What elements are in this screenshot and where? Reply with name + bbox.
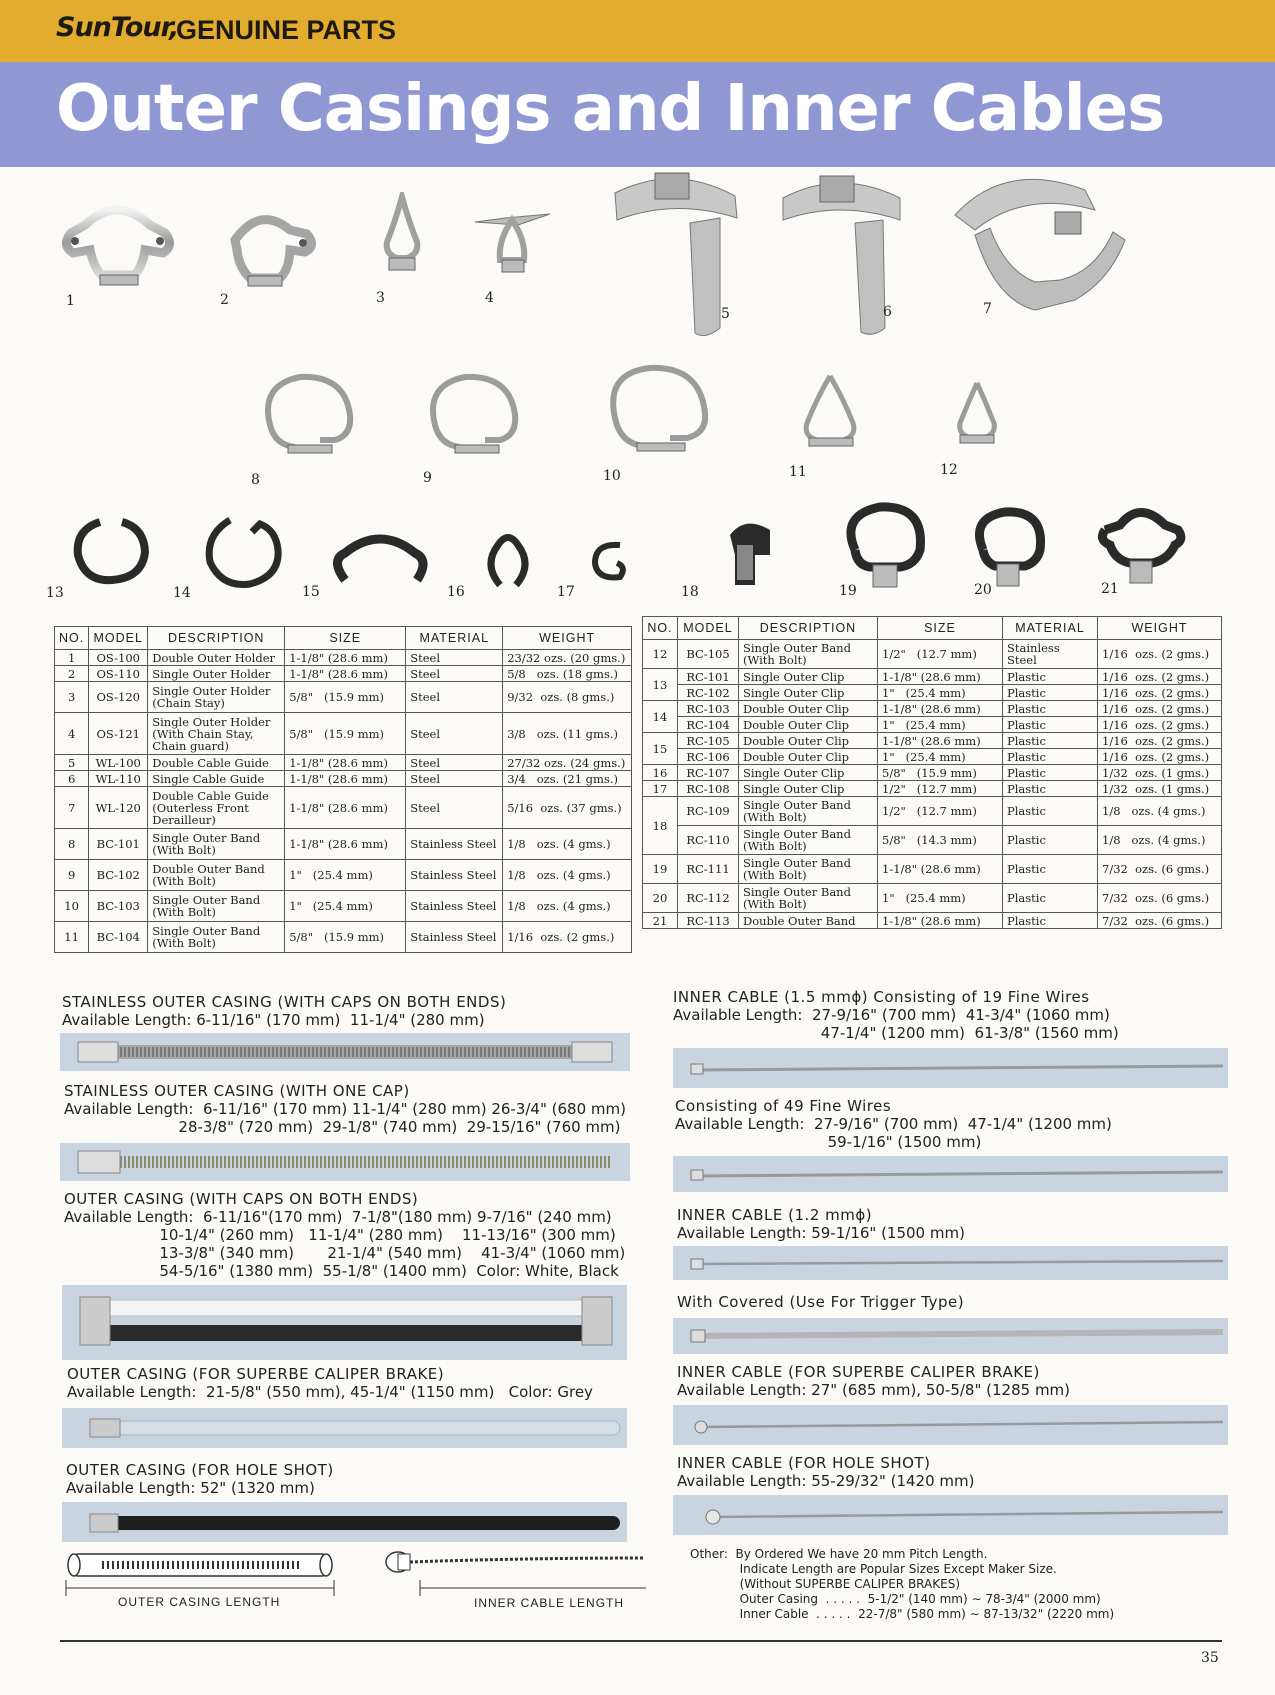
column-header: WEIGHT <box>503 627 632 650</box>
cell-size: 1-1/8" (28.6 mm) <box>285 771 406 787</box>
cell-model: BC-105 <box>678 640 739 669</box>
table-row <box>643 749 1222 765</box>
cell-desc: Single Outer Clip <box>739 685 878 701</box>
cell-mat: Plastic <box>1003 797 1098 826</box>
cell-no: 4 <box>55 713 89 755</box>
part-number-2: 2 <box>220 292 229 308</box>
cell-desc: Single Outer Band (With Bolt) <box>739 640 878 669</box>
cell-size: 1-1/8" (28.6 mm) <box>285 666 406 682</box>
section-lengths: Available Length: 27-9/16" (700 mm) 47-1/4" (1200 mm) 59-1/16" (1500 mm) <box>675 1115 1112 1151</box>
cell-size: 1" (25.4 mm) <box>878 884 1003 913</box>
cell-desc: Double Cable Guide <box>148 755 285 771</box>
section-lengths: Available Length: 52" (1320 mm) <box>66 1479 315 1497</box>
cell-size: 5/8" (14.3 mm) <box>878 826 1003 855</box>
cable-section-5 <box>677 1363 1070 1399</box>
cell-mat: Stainless Steel <box>406 922 503 953</box>
section-title: STAINLESS OUTER CASING (WITH ONE CAP) <box>64 1082 410 1100</box>
part-image-16 <box>478 525 538 595</box>
cell-desc: Single Outer Holder (With Chain Stay, Chain guard) <box>148 713 285 755</box>
part-number-15: 15 <box>302 584 320 600</box>
part-image-18 <box>715 515 780 595</box>
cell-desc: Single Cable Guide <box>148 771 285 787</box>
cell-mat: Steel <box>406 666 503 682</box>
cell-model: RC-107 <box>678 765 739 781</box>
cell-mat: Stainless Steel <box>1003 640 1098 669</box>
part-image-7 <box>935 160 1140 340</box>
part-image-4 <box>470 200 555 290</box>
cell-mat: Steel <box>406 713 503 755</box>
column-header: MODEL <box>678 617 739 640</box>
cell-wt: 1/16 ozs. (2 gms.) <box>1098 701 1222 717</box>
cell-desc: Double Outer Clip <box>739 733 878 749</box>
cell-mat: Stainless Steel <box>406 829 503 860</box>
cell-desc: Double Outer Band (With Bolt) <box>148 860 285 891</box>
column-header: WEIGHT <box>1098 617 1222 640</box>
part-number-5: 5 <box>721 306 730 322</box>
table-row <box>643 913 1222 929</box>
section-lengths: Available Length: 59-1/16" (1500 mm) <box>677 1224 965 1242</box>
cell-desc: Double Outer Band <box>739 913 878 929</box>
column-header: DESCRIPTION <box>739 617 878 640</box>
casing-section-4 <box>67 1365 593 1401</box>
cell-mat: Plastic <box>1003 855 1098 884</box>
cell-wt: 27/32 ozs. (24 gms.) <box>503 755 632 771</box>
column-header: MATERIAL <box>1003 617 1098 640</box>
cell-size: 5/8" (15.9 mm) <box>878 765 1003 781</box>
cell-mat: Plastic <box>1003 826 1098 855</box>
cell-wt: 1/8 ozs. (4 gms.) <box>503 891 632 922</box>
cell-model: WL-110 <box>89 771 148 787</box>
table-row <box>643 640 1222 669</box>
part-number-12: 12 <box>940 462 958 478</box>
cell-desc: Single Outer Holder (Chain Stay) <box>148 682 285 713</box>
cell-model: RC-109 <box>678 797 739 826</box>
section-title: INNER CABLE (1.2 mmϕ) <box>677 1206 873 1224</box>
table-row <box>643 855 1222 884</box>
part-image-1 <box>55 195 180 305</box>
section-title: OUTER CASING (WITH CAPS ON BOTH ENDS) <box>64 1190 419 1208</box>
table-row <box>55 922 632 953</box>
cell-model: RC-111 <box>678 855 739 884</box>
cell-no: 6 <box>55 771 89 787</box>
cell-desc: Single Outer Band (With Bolt) <box>739 855 878 884</box>
spec-table-right <box>642 616 1222 929</box>
section-title: INNER CABLE (FOR HOLE SHOT) <box>677 1454 931 1472</box>
cable-section-6 <box>677 1454 975 1490</box>
section-lengths: Available Length: 6-11/16" (170 mm) 11-1/4" (280 mm) 26-3/4" (680 mm) 28-3/8" (720 mm) 29-1/8" (740 mm) 29-15/16" (760 mm) <box>64 1100 626 1136</box>
brand-logo: SunTour, <box>56 12 179 43</box>
part-image-19 <box>835 495 930 595</box>
table-row <box>55 860 632 891</box>
part-image-3 <box>375 192 430 287</box>
cell-no: 3 <box>55 682 89 713</box>
cell-desc: Single Outer Band (With Bolt) <box>148 891 285 922</box>
table-row <box>643 733 1222 749</box>
part-image-10 <box>595 358 720 478</box>
part-image-2 <box>215 200 325 300</box>
cell-desc: Single Outer Clip <box>739 781 878 797</box>
cell-mat: Steel <box>406 771 503 787</box>
part-number-14: 14 <box>173 585 191 601</box>
cell-no: 15 <box>643 733 678 765</box>
cell-wt: 7/32 ozs. (6 gms.) <box>1098 855 1222 884</box>
cell-no: 7 <box>55 787 89 829</box>
cable-photo-1 <box>673 1048 1228 1088</box>
cell-no: 12 <box>643 640 678 669</box>
cell-mat: Steel <box>406 787 503 829</box>
cell-model: OS-121 <box>89 713 148 755</box>
section-title: With Covered (Use For Trigger Type) <box>677 1293 965 1311</box>
cell-wt: 1/16 ozs. (2 gms.) <box>1098 749 1222 765</box>
cable-photo-5 <box>673 1405 1228 1445</box>
cell-size: 1-1/8" (28.6 mm) <box>878 701 1003 717</box>
cell-model: RC-113 <box>678 913 739 929</box>
casing-photo-2 <box>60 1143 630 1181</box>
section-lengths: Available Length: 27-9/16" (700 mm) 41-3/4" (1060 mm) 47-1/4" (1200 mm) 61-3/8" (1560 mm) <box>673 1006 1119 1042</box>
cell-mat: Steel <box>406 755 503 771</box>
cell-size: 1" (25.4 mm) <box>285 860 406 891</box>
part-number-10: 10 <box>603 468 621 484</box>
cell-model: RC-106 <box>678 749 739 765</box>
cell-size: 1-1/8" (28.6 mm) <box>878 733 1003 749</box>
section-lengths: Available Length: 55-29/32" (1420 mm) <box>677 1472 975 1490</box>
part-number-9: 9 <box>423 470 432 486</box>
cell-mat: Plastic <box>1003 913 1098 929</box>
column-header: MATERIAL <box>406 627 503 650</box>
section-title: STAINLESS OUTER CASING (WITH CAPS ON BOTH ENDS) <box>62 993 507 1011</box>
cell-mat: Plastic <box>1003 701 1098 717</box>
part-number-1: 1 <box>66 293 75 309</box>
cell-desc: Double Outer Clip <box>739 749 878 765</box>
other-notes: Other: By Ordered We have 20 mm Pitch Length. Indicate Length are Popular Sizes Except Maker Size. (Without SUPERBE CALIPER BRAKES) Outer Casing . . . . . 5-1/2" (140 mm) ∼ 78-3/4" (2000 mm) Inner Cable . . . . . 22-7/8" (580 mm) ∼ 87-13/32" (2220 mm) <box>690 1547 1115 1621</box>
casing-section-2 <box>64 1082 626 1136</box>
part-image-6 <box>775 168 915 343</box>
cell-size: 1-1/8" (28.6 mm) <box>285 787 406 829</box>
cell-no: 9 <box>55 860 89 891</box>
cell-desc: Double Outer Clip <box>739 701 878 717</box>
cell-wt: 7/32 ozs. (6 gms.) <box>1098 884 1222 913</box>
column-header: SIZE <box>878 617 1003 640</box>
part-number-8: 8 <box>251 472 260 488</box>
cable-section-2 <box>675 1097 1112 1151</box>
cell-no: 17 <box>643 781 678 797</box>
inner-cable-length-label: INNER CABLE LENGTH <box>474 1596 625 1610</box>
cell-no: 8 <box>55 829 89 860</box>
part-image-9 <box>415 365 530 480</box>
cell-desc: Single Outer Clip <box>739 765 878 781</box>
cell-desc: Single Outer Band (With Bolt) <box>148 829 285 860</box>
section-lengths: Available Length: 6-11/16"(170 mm) 7-1/8"(180 mm) 9-7/16" (240 mm) 10-1/4" (260 mm) 11-1/4" (280 mm) 11-13/16" (300 mm) 13-3/8" (340 mm) 21-1/4" (540 mm) 41-3/4" (1060 mm) 54-5/16" (1380 mm) 55-1/8" (1400 mm) Color: White, Black <box>64 1208 626 1280</box>
cell-mat: Plastic <box>1003 669 1098 685</box>
part-number-17: 17 <box>557 584 575 600</box>
cell-size: 5/8" (15.9 mm) <box>285 713 406 755</box>
cell-wt: 7/32 ozs. (6 gms.) <box>1098 913 1222 929</box>
cell-no: 10 <box>55 891 89 922</box>
cell-mat: Plastic <box>1003 781 1098 797</box>
cell-no: 1 <box>55 650 89 666</box>
cell-size: 1" (25.4 mm) <box>878 717 1003 733</box>
cell-no: 18 <box>643 797 678 855</box>
cable-photo-4 <box>673 1318 1228 1354</box>
cell-model: WL-120 <box>89 787 148 829</box>
cell-mat: Stainless Steel <box>406 891 503 922</box>
column-header: NO. <box>55 627 89 650</box>
section-lengths: Available Length: 21-5/8" (550 mm), 45-1/4" (1150 mm) Color: Grey <box>67 1383 593 1401</box>
section-title: Consisting of 49 Fine Wires <box>675 1097 892 1115</box>
part-number-6: 6 <box>883 304 892 320</box>
part-image-13 <box>70 510 155 590</box>
cell-mat: Steel <box>406 650 503 666</box>
cell-mat: Plastic <box>1003 765 1098 781</box>
part-number-19: 19 <box>839 583 857 599</box>
cell-wt: 1/16 ozs. (2 gms.) <box>1098 717 1222 733</box>
cell-size: 1/2" (12.7 mm) <box>878 640 1003 669</box>
cell-model: BC-102 <box>89 860 148 891</box>
cell-desc: Double Outer Holder <box>148 650 285 666</box>
cell-size: 1" (25.4 mm) <box>878 749 1003 765</box>
cell-no: 16 <box>643 765 678 781</box>
cell-desc: Single Outer Band (With Bolt) <box>739 826 878 855</box>
cell-model: RC-104 <box>678 717 739 733</box>
table-row <box>643 781 1222 797</box>
part-number-13: 13 <box>46 585 64 601</box>
cell-mat: Stainless Steel <box>406 860 503 891</box>
footer-rule <box>60 1640 1222 1642</box>
cell-desc: Single Outer Band (With Bolt) <box>148 922 285 953</box>
cell-model: RC-103 <box>678 701 739 717</box>
part-image-15 <box>325 525 435 595</box>
cell-wt: 1/8 ozs. (4 gms.) <box>1098 797 1222 826</box>
table-row <box>643 669 1222 685</box>
cell-model: BC-101 <box>89 829 148 860</box>
cell-desc: Single Outer Band (With Bolt) <box>739 797 878 826</box>
casing-section-1 <box>62 993 506 1029</box>
cell-wt: 1/32 ozs. (1 gms.) <box>1098 765 1222 781</box>
table-row <box>643 884 1222 913</box>
cell-model: BC-104 <box>89 922 148 953</box>
cell-model: OS-100 <box>89 650 148 666</box>
cell-mat: Plastic <box>1003 717 1098 733</box>
cell-mat: Plastic <box>1003 884 1098 913</box>
cell-size: 1-1/8" (28.6 mm) <box>878 855 1003 884</box>
section-title: OUTER CASING (FOR HOLE SHOT) <box>66 1461 334 1479</box>
cell-wt: 1/16 ozs. (2 gms.) <box>503 922 632 953</box>
brand-subtitle: GENUINE PARTS <box>176 15 397 45</box>
cell-mat: Plastic <box>1003 685 1098 701</box>
cell-wt: 1/16 ozs. (2 gms.) <box>1098 733 1222 749</box>
part-number-4: 4 <box>485 290 494 306</box>
part-image-21 <box>1090 495 1190 590</box>
cell-size: 1" (25.4 mm) <box>285 891 406 922</box>
cell-wt: 1/16 ozs. (2 gms.) <box>1098 669 1222 685</box>
cable-photo-2 <box>673 1156 1228 1192</box>
cell-size: 5/8" (15.9 mm) <box>285 922 406 953</box>
cell-wt: 3/8 ozs. (11 gms.) <box>503 713 632 755</box>
cell-wt: 1/8 ozs. (4 gms.) <box>503 829 632 860</box>
cell-size: 1/2" (12.7 mm) <box>878 797 1003 826</box>
section-lengths: Available Length: 27" (685 mm), 50-5/8" (1285 mm) <box>677 1381 1071 1399</box>
section-lengths: Available Length: 6-11/16" (170 mm) 11-1/4" (280 mm) <box>62 1011 485 1029</box>
cell-size: 5/8" (15.9 mm) <box>285 682 406 713</box>
cell-wt: 1/32 ozs. (1 gms.) <box>1098 781 1222 797</box>
cell-no: 14 <box>643 701 678 733</box>
part-image-8 <box>250 365 365 480</box>
casing-photo-5 <box>62 1502 627 1542</box>
cell-size: 1-1/8" (28.6 mm) <box>878 669 1003 685</box>
table-row <box>55 666 632 682</box>
table-row <box>55 787 632 829</box>
cell-model: RC-112 <box>678 884 739 913</box>
cell-no: 2 <box>55 666 89 682</box>
cell-mat: Steel <box>406 682 503 713</box>
cell-mat: Plastic <box>1003 749 1098 765</box>
cell-wt: 1/8 ozs. (4 gms.) <box>503 860 632 891</box>
cable-section-1 <box>673 988 1119 1042</box>
cell-wt: 5/16 ozs. (37 gms.) <box>503 787 632 829</box>
part-image-17 <box>585 535 635 585</box>
casing-section-5 <box>66 1461 334 1497</box>
spec-table-left <box>54 626 632 953</box>
cell-model: OS-120 <box>89 682 148 713</box>
table-row <box>643 717 1222 733</box>
cell-model: BC-103 <box>89 891 148 922</box>
cell-model: RC-110 <box>678 826 739 855</box>
cell-desc: Single Outer Band (With Bolt) <box>739 884 878 913</box>
cell-model: RC-105 <box>678 733 739 749</box>
cell-size: 1-1/8" (28.6 mm) <box>285 755 406 771</box>
table-row <box>55 891 632 922</box>
section-title: INNER CABLE (1.5 mmϕ) Consisting of 19 Fine Wires <box>673 988 1090 1006</box>
part-number-16: 16 <box>447 584 465 600</box>
cell-wt: 5/8 ozs. (18 gms.) <box>503 666 632 682</box>
cell-model: RC-108 <box>678 781 739 797</box>
casing-photo-1 <box>60 1033 630 1071</box>
cell-wt: 1/16 ozs. (2 gms.) <box>1098 640 1222 669</box>
table-header-row <box>643 617 1222 640</box>
cell-no: 20 <box>643 884 678 913</box>
part-number-18: 18 <box>681 584 699 600</box>
table-row <box>55 829 632 860</box>
casing-photo-4 <box>62 1408 627 1448</box>
column-header: MODEL <box>89 627 148 650</box>
cell-size: 1-1/8" (28.6 mm) <box>878 913 1003 929</box>
cell-no: 21 <box>643 913 678 929</box>
cell-desc: Double Outer Clip <box>739 717 878 733</box>
part-image-14 <box>200 510 290 595</box>
cell-size: 1-1/8" (28.6 mm) <box>285 829 406 860</box>
part-image-5 <box>605 168 755 343</box>
cell-size: 1-1/8" (28.6 mm) <box>285 650 406 666</box>
cell-wt: 23/32 ozs. (20 gms.) <box>503 650 632 666</box>
page-number: 35 <box>1201 1650 1219 1666</box>
cell-no: 11 <box>55 922 89 953</box>
table-row <box>643 701 1222 717</box>
casing-photo-3 <box>62 1285 627 1360</box>
table-header-row <box>55 627 632 650</box>
section-title: INNER CABLE (FOR SUPERBE CALIPER BRAKE) <box>677 1363 1040 1381</box>
cell-size: 1" (25.4 mm) <box>878 685 1003 701</box>
cell-model: WL-100 <box>89 755 148 771</box>
cell-no: 19 <box>643 855 678 884</box>
table-row <box>55 650 632 666</box>
table-row <box>643 826 1222 855</box>
cell-mat: Plastic <box>1003 733 1098 749</box>
casing-section-3 <box>64 1190 625 1280</box>
part-image-11 <box>795 368 865 473</box>
table-row <box>55 771 632 787</box>
part-number-3: 3 <box>376 290 385 306</box>
cell-wt: 1/8 ozs. (4 gms.) <box>1098 826 1222 855</box>
part-number-7: 7 <box>983 301 992 317</box>
column-header: NO. <box>643 617 678 640</box>
cell-no: 13 <box>643 669 678 701</box>
column-header: SIZE <box>285 627 406 650</box>
cell-wt: 9/32 ozs. (8 gms.) <box>503 682 632 713</box>
part-number-20: 20 <box>974 582 992 598</box>
part-number-11: 11 <box>789 464 807 480</box>
inner-cable-diagram <box>384 1550 654 1600</box>
table-row <box>643 765 1222 781</box>
page-title: Outer Casings and Inner Cables <box>56 72 1165 146</box>
cell-model: RC-101 <box>678 669 739 685</box>
cable-photo-3 <box>673 1246 1228 1280</box>
cable-section-3 <box>677 1206 965 1242</box>
cable-section-4 <box>677 1293 964 1311</box>
cell-wt: 1/16 ozs. (2 gms.) <box>1098 685 1222 701</box>
part-image-20 <box>965 500 1050 595</box>
column-header: DESCRIPTION <box>148 627 285 650</box>
outer-casing-length-label: OUTER CASING LENGTH <box>118 1595 281 1609</box>
cell-desc: Single Outer Clip <box>739 669 878 685</box>
table-row <box>643 685 1222 701</box>
section-title: OUTER CASING (FOR SUPERBE CALIPER BRAKE) <box>67 1365 445 1383</box>
table-row <box>55 755 632 771</box>
part-number-21: 21 <box>1101 581 1119 597</box>
outer-casing-diagram <box>62 1548 342 1598</box>
cell-desc: Double Cable Guide (Outerless Front Derailleur) <box>148 787 285 829</box>
table-row <box>643 797 1222 826</box>
table-row <box>55 682 632 713</box>
cell-desc: Single Outer Holder <box>148 666 285 682</box>
cable-photo-6 <box>673 1495 1228 1535</box>
cell-model: OS-110 <box>89 666 148 682</box>
cell-no: 5 <box>55 755 89 771</box>
cell-wt: 3/4 ozs. (21 gms.) <box>503 771 632 787</box>
table-row <box>55 713 632 755</box>
cell-size: 1/2" (12.7 mm) <box>878 781 1003 797</box>
cell-model: RC-102 <box>678 685 739 701</box>
part-image-12 <box>950 375 1005 465</box>
